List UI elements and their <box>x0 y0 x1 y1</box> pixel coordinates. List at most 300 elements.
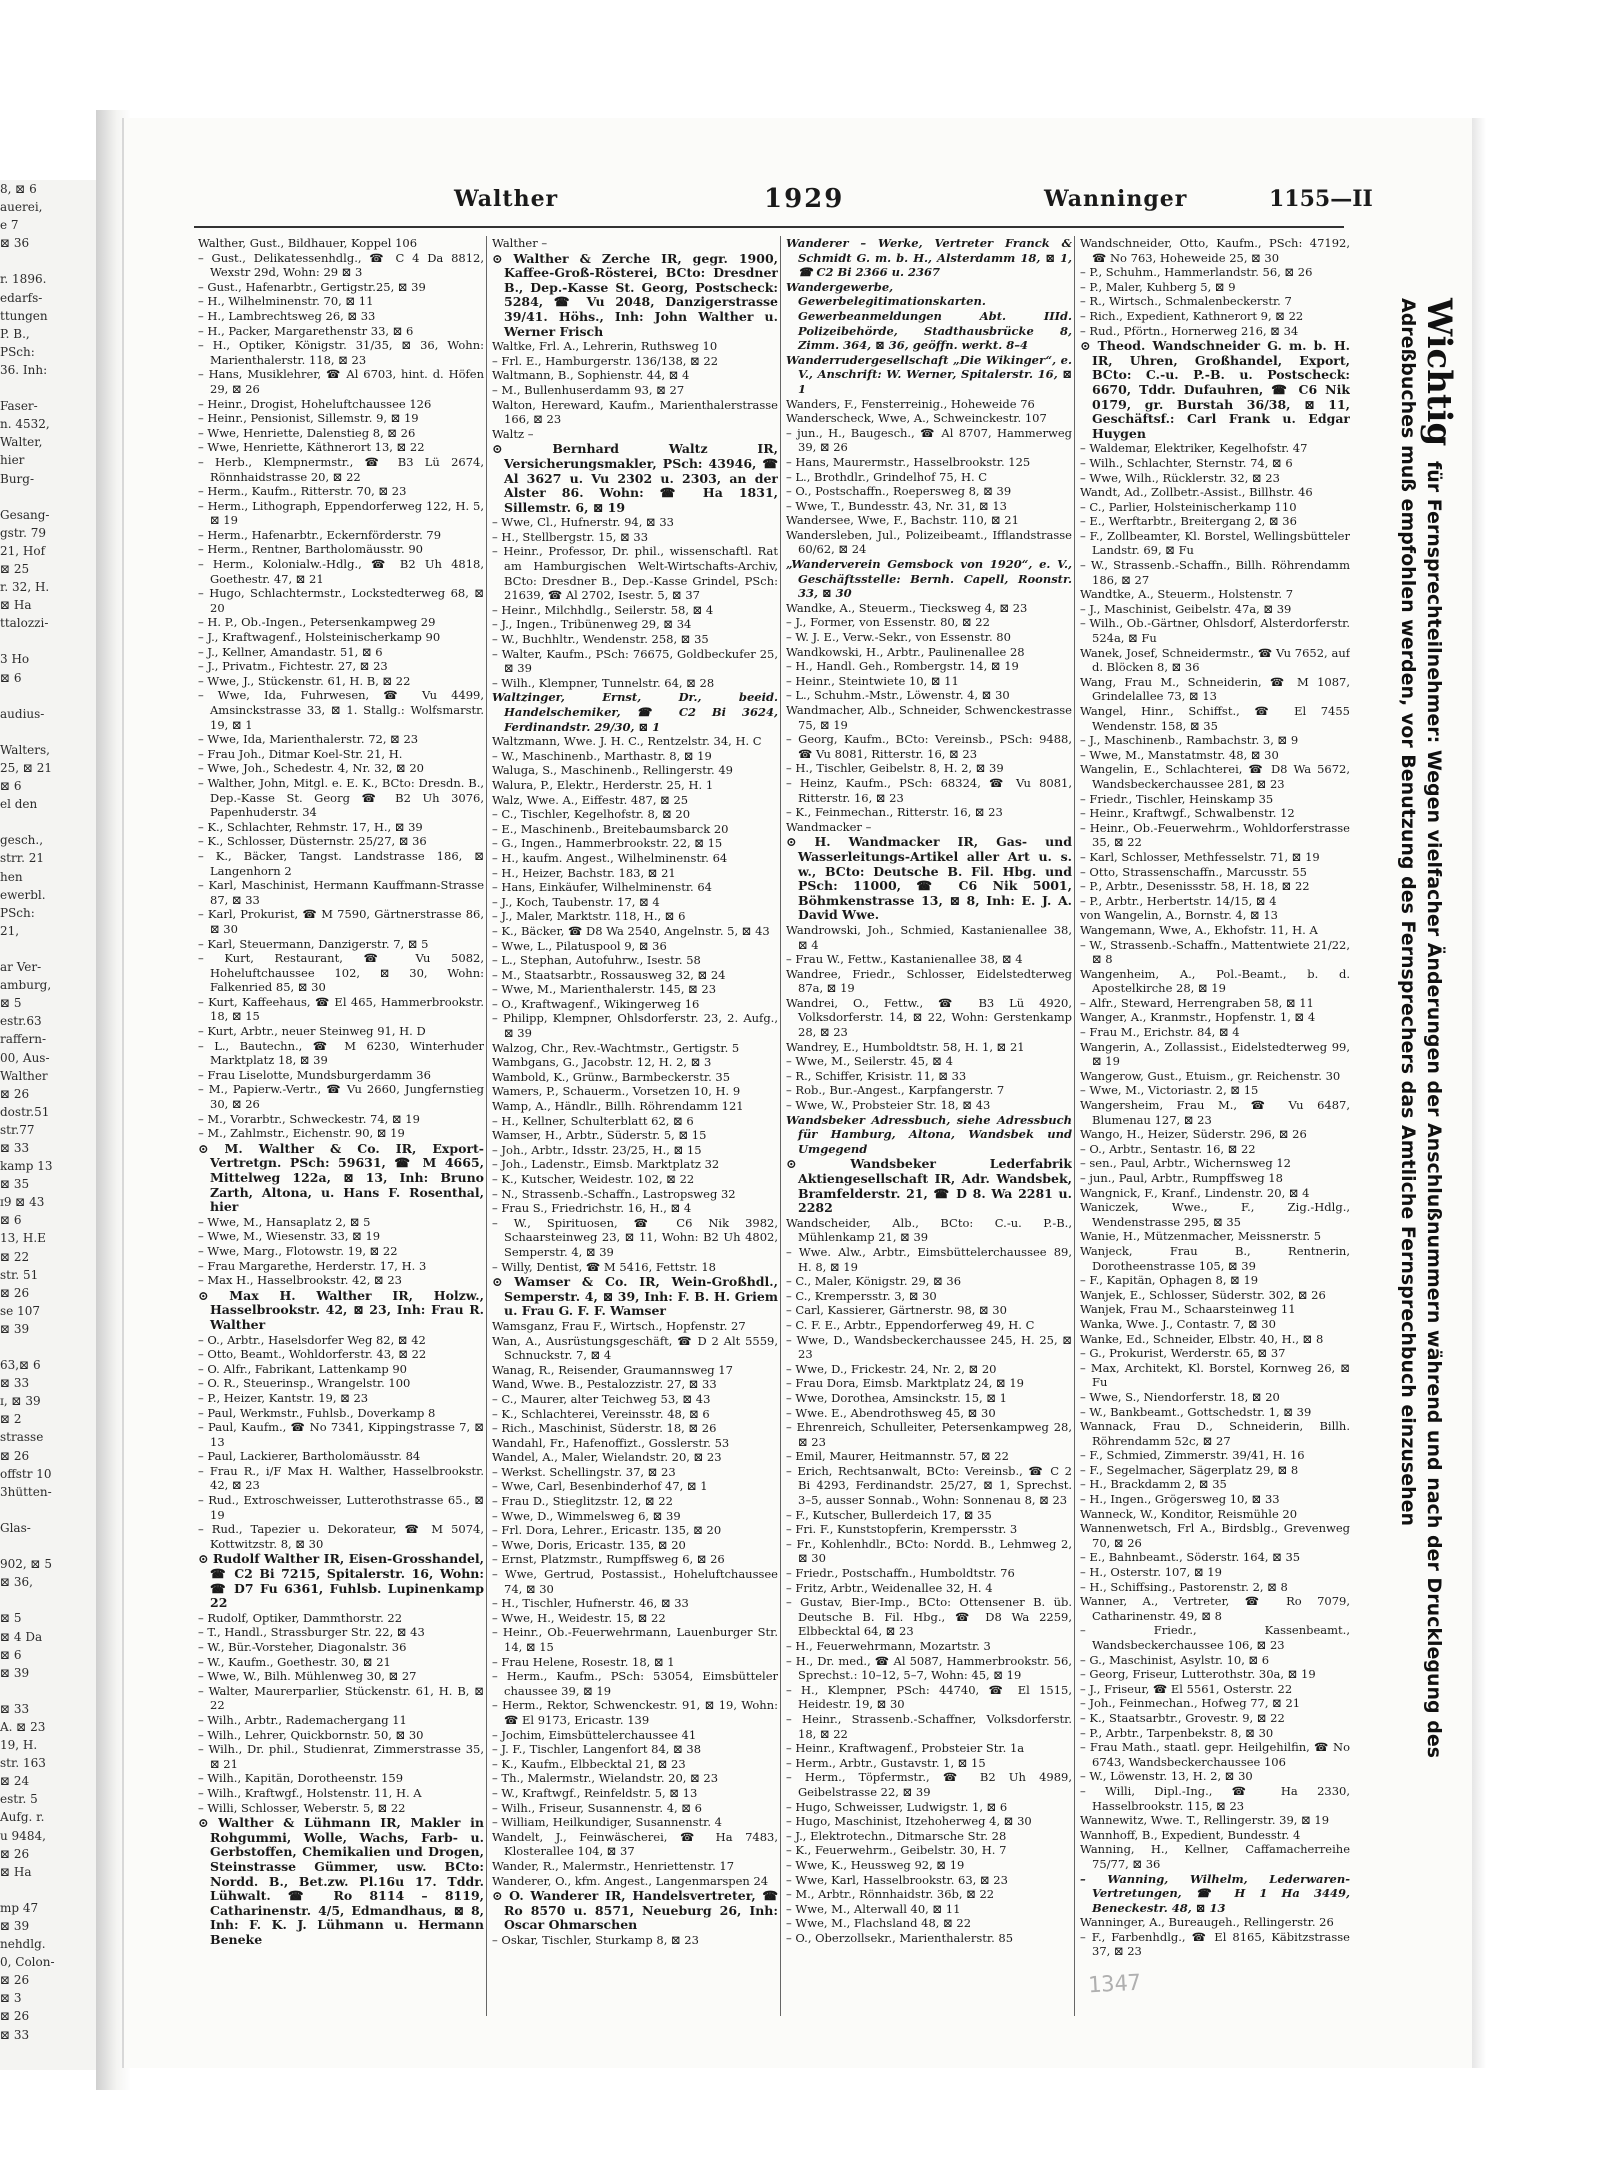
directory-entry: Wamser, H., Arbtr., Süderstr. 5, ⊠ 15 <box>492 1128 707 1143</box>
directory-entry: – Heinr., Kraftwgf., Schwalbenstr. 12 <box>1080 806 1295 821</box>
directory-entry: – L., Bautechn., ☎ M 6230, Winterhuder Marktplatz 18, ⊠ 39 <box>198 1038 484 1068</box>
directory-entry: – H., Packer, Margarethenstr 33, ⊠ 6 <box>198 323 414 338</box>
directory-entry: – Wwe, M., Marienthalerstr. 145, ⊠ 23 <box>492 982 717 997</box>
directory-entry: – Heinr., Steintwiete 10, ⊠ 11 <box>786 673 959 688</box>
directory-entry: – Heinr., Pensionist, Sillemstr. 9, ⊠ 19 <box>198 411 419 426</box>
column-3 <box>786 236 1072 1945</box>
directory-entry: Wanderer – Werke, Vertreter Franck & Schmidt G. m. b. H., Alsterdamm 18, ⊠ 1, ☎ C2 Bi 2366 u. 2367 <box>786 236 1072 280</box>
directory-entry: Wangemann, Wwe, A., Ekhofstr. 11, H. A <box>1080 922 1318 937</box>
directory-entry: – Heinr., Professor, Dr. phil., wissenschaftl. Rat am Hamburgischen Welt-Wirtschafts-Archiv, BCto: Dresdner B., Dep.-Kasse Grindel, PSch: 21639, ☎ Al 2702, Isestr. 5, ⊠ 37 <box>492 544 778 603</box>
adjacent-page-line: ɪ, ⊠ 39 <box>0 1394 41 1409</box>
directory-entry: – F., Kutscher, Bullerdeich 17, ⊠ 35 <box>786 1507 992 1522</box>
adjacent-page-line: 13, H.E <box>0 1231 46 1246</box>
adjacent-page-line <box>0 379 98 397</box>
adjacent-page-line <box>0 1338 98 1356</box>
directory-entry: Wandmacher, Alb., Schneider, Schwenckestrasse 75, ⊠ 19 <box>786 703 1072 732</box>
directory-entry: – Friedr., Kassenbeamt., Wandsbeckerchaussee 106, ⊠ 23 <box>1080 1623 1350 1652</box>
adjacent-page-line: ar Ver- <box>0 960 42 975</box>
adjacent-page-line: ⊠ 26 <box>0 1086 30 1101</box>
directory-entry: – Hugo, Schweisser, Ludwigstr. 1, ⊠ 6 <box>786 1799 1008 1814</box>
adjacent-page-line: ⊠ 3 <box>0 1991 22 2006</box>
directory-entry: – L., Schuhm.-Mstr., Löwenstr. 4, ⊠ 30 <box>786 688 1010 703</box>
column-divider <box>780 236 781 2016</box>
directory-entry: – W., Maschinenb., Marthastr. 8, ⊠ 19 <box>492 748 712 763</box>
adjacent-page-line: Burg- <box>0 471 35 486</box>
directory-entry: Wangenheim, A., Pol.-Beamt., b. d. Apostelkirche 28, ⊠ 19 <box>1080 966 1350 996</box>
firm-entry: ⊙ O. Wanderer IR, Handelsvertreter, ☎ Ro 8570 u. 8571, Neueburg 26, Inh: Oscar Ohmarschen <box>492 1888 778 1933</box>
directory-entry: – Wwe, W., Probsteier Str. 18, ⊠ 43 <box>786 1098 991 1113</box>
directory-entry: Wandsbeker Adressbuch, siehe Adressbuch für Hamburg, Altona, Wandsbek und Umgegend <box>786 1112 1072 1156</box>
directory-entry: Wambold, K., Grünw., Barmbeckerstr. 35 <box>492 1069 731 1084</box>
adjacent-page-line: 3 Ho <box>0 652 30 667</box>
directory-entry: Wannewitz, Wwe. T., Rellingerstr. 39, ⊠ 19 <box>1080 1813 1330 1828</box>
adjacent-page-line: Walther <box>0 1068 48 1083</box>
adjacent-page-line <box>0 252 98 270</box>
adjacent-page-line: str. 163 <box>0 1756 46 1771</box>
directory-entry: – M., Staatsarbtr., Rossausweg 32, ⊠ 24 <box>492 967 726 982</box>
adjacent-page-line: ⊠ Ha <box>0 598 32 613</box>
running-head-last-name: Wanninger <box>1044 186 1188 212</box>
directory-entry: – Willi, Schlosser, Weberstr. 5, ⊠ 22 <box>198 1800 406 1815</box>
directory-entry: Waniczek, Wwe., F., Zig.-Hdlg., Wendenstrasse 295, ⊠ 35 <box>1080 1200 1350 1229</box>
directory-entry: – J., Maschinenb., Rambachstr. 3, ⊠ 9 <box>1080 733 1299 748</box>
directory-entry: – Wwe, L., Pilatuspool 9, ⊠ 36 <box>492 938 667 953</box>
directory-entry: Wang, Frau M., Schneiderin, ☎ M 1087, Grindelallee 73, ⊠ 13 <box>1080 674 1350 704</box>
adjacent-page-line: ttungen <box>0 308 48 323</box>
directory-entry: – Heinr., Strassenb.-Schaffner, Volksdorferstr. 18, ⊠ 22 <box>786 1711 1072 1741</box>
directory-entry: Walzog, Chr., Rev.-Wachtmstr., Gertigstr. 5 <box>492 1040 740 1055</box>
directory-entry: – Philipp, Klempner, Ohlsdorferstr. 23, 2. Aufg., ⊠ 39 <box>492 1011 778 1041</box>
directory-entry: – E., Bahnbeamt., Söderstr. 164, ⊠ 35 <box>1080 1550 1301 1565</box>
directory-entry: – K., Staatsarbtr., Grovestr. 9, ⊠ 22 <box>1080 1710 1285 1725</box>
directory-entry: Wan, A., Ausrüstungsgeschäft, ☎ D 2 Alt 5559, Schnuckstr. 7, ⊠ 4 <box>492 1333 778 1363</box>
directory-entry: – Walter, Maurerparlier, Stückenstr. 61, H. B, ⊠ 22 <box>198 1683 484 1713</box>
adjacent-page-line: estr. 5 <box>0 1792 38 1807</box>
adjacent-page-line: 902, ⊠ 5 <box>0 1557 53 1572</box>
adjacent-page-line: auerei, <box>0 200 43 215</box>
adjacent-page-line: Glas- <box>0 1520 31 1535</box>
directory-entry: – O., Oberzollsekr., Marienthalerstr. 85 <box>786 1930 1014 1945</box>
adjacent-page-line: strr. 21 <box>0 851 45 866</box>
directory-entry: – Heinr., Ob.-Feuerwehrmann, Lauenburger Str. 14, ⊠ 15 <box>492 1625 778 1654</box>
adjacent-page-line: ⊠ 36 <box>0 236 30 251</box>
directory-entry: Walton, Hereward, Kaufm., Marienthalerstrasse 166, ⊠ 23 <box>492 397 778 427</box>
directory-entry: – O., Kraftwagenf., Wikingerweg 16 <box>492 996 700 1011</box>
directory-entry: – C., Parlier, Holsteinischerkamp 110 <box>1080 499 1297 514</box>
directory-entry: – Karl, Steuermann, Danzigerstr. 7, ⊠ 5 <box>198 936 429 951</box>
directory-entry: – Willi, Dipl.-Ing., ☎ Ha 2330, Hasselbrookstr. 115, ⊠ 23 <box>1080 1783 1350 1813</box>
directory-entry: Wanjeck, Frau B., Rentnerin, Dorotheenstrasse 105, ⊠ 39 <box>1080 1243 1350 1273</box>
directory-entry: – H., Handl. Geh., Rombergstr. 14, ⊠ 19 <box>786 659 1019 674</box>
directory-entry: – M., Papierw.-Vertr., ☎ Vu 2660, Jungfernstieg 30, ⊠ 26 <box>198 1082 484 1112</box>
firm-entry: ⊙ Walther & Lühmann IR, Makler in Rohgummi, Wolle, Wachs, Farb- u. Gerbstoffen, Chemikalien und Drogen, Steinstrasse Gümmer, usw. BCto: Nordd. B., Bet.zw. Pl.16u 17. Tddr. Lühwalt. ☎ Ro 8114 – 8119, Catharinenstr. 4/5, Edmandhaus, ⊠ 8, Inh: F. K. J. Lühmann u. Hermann Beneke <box>198 1815 484 1947</box>
directory-entry: Wandke, A., Steuerm., Tiecksweg 4, ⊠ 23 <box>786 600 1028 615</box>
directory-entry: – P., Maler, Kuhberg 5, ⊠ 9 <box>1080 279 1236 294</box>
adjacent-page-line <box>0 940 98 958</box>
directory-entry: – Gust., Hafenarbtr., Gertigstr.25, ⊠ 39 <box>198 279 426 294</box>
adjacent-page-line: hier <box>0 453 25 468</box>
adjacent-page-line: ⊠ 33 <box>0 1140 30 1155</box>
directory-entry: – Otto, Strassenschaffn., Marcusstr. 55 <box>1080 864 1307 879</box>
directory-entry: – Werkst. Schellingstr. 37, ⊠ 23 <box>492 1464 676 1479</box>
adjacent-page-line: ⊠ 5 <box>0 996 22 1011</box>
adjacent-page-line: ⊠ 39 <box>0 1321 30 1336</box>
directory-entry: – J., Kraftwagenf., Holsteinischerkamp 90 <box>198 630 441 645</box>
directory-entry: – Frl. Dora, Lehrer., Ericastr. 135, ⊠ 20 <box>492 1523 722 1538</box>
directory-entry: – Wwe, M., Victoriastr. 2, ⊠ 15 <box>1080 1083 1259 1098</box>
directory-entry: – F., Kapitän, Ophagen 8, ⊠ 19 <box>1080 1273 1259 1288</box>
directory-entry: – Wwe, Ida, Marienthalerstr. 72, ⊠ 23 <box>198 732 419 747</box>
directory-entry: – Frau R., i/F Max H. Walther, Hasselbrookstr. 42, ⊠ 23 <box>198 1463 484 1493</box>
directory-entry: – C., Krempersstr. 3, ⊠ 30 <box>786 1288 937 1303</box>
page-edge <box>1472 118 1486 2068</box>
directory-entry: – Rich., Maschinist, Süderstr. 18, ⊠ 26 <box>492 1421 717 1436</box>
directory-entry: – Wwe, M., Wiesenstr. 33, ⊠ 19 <box>198 1229 381 1244</box>
adjacent-page-line: el den <box>0 797 38 812</box>
adjacent-page-line <box>0 687 98 705</box>
directory-entry: – W., Kraftwgf., Reinfeldstr. 5, ⊠ 13 <box>492 1785 698 1800</box>
directory-entry: – P., Arbtr., Herbertstr. 14/15, ⊠ 4 <box>1080 893 1277 908</box>
directory-entry: – H., Stellbergstr. 15, ⊠ 33 <box>492 529 649 544</box>
directory-entry: – R., Schiffer, Krisistr. 11, ⊠ 33 <box>786 1068 967 1083</box>
adjacent-page-line: n. 4532, <box>0 417 50 432</box>
page-header <box>124 186 1460 226</box>
directory-entry: – H., Feuerwehrmann, Mozartstr. 3 <box>786 1639 991 1653</box>
adjacent-page-line: ɪ9 ⊠ 43 <box>0 1195 45 1210</box>
directory-entry: – Waldemar, Elektriker, Kegelhofstr. 47 <box>1080 441 1308 456</box>
adjacent-page-line: ⊠ 33 <box>0 2027 30 2042</box>
directory-entry: – Wwe, W., Bilh. Mühlenweg 30, ⊠ 27 <box>198 1669 417 1684</box>
directory-entry: – Wwe, Gertrud, Postassist., Hoheluftchaussee 74, ⊠ 30 <box>492 1567 778 1596</box>
adjacent-page-line: 63,⊠ 6 <box>0 1358 41 1373</box>
directory-entry: – Willy, Dentist, ☎ M 5416, Fettstr. 18 <box>492 1259 716 1274</box>
directory-entry: – Wwe, D., Wandsbeckerchaussee 245, H. 25, ⊠ 23 <box>786 1332 1072 1362</box>
directory-entry: – Karl, Schlosser, Methfesselstr. 71, ⊠ 19 <box>1080 849 1320 864</box>
adjacent-page-line: gstr. 79 <box>0 525 46 540</box>
directory-entry: – L., Stephan, Autofuhrw., Isestr. 58 <box>492 953 701 968</box>
directory-entry: – M., Zahlmstr., Eichenstr. 90, ⊠ 19 <box>198 1126 405 1141</box>
directory-entry: – C., Maler, Königstr. 29, ⊠ 36 <box>786 1274 962 1289</box>
directory-entry: – Wwe, Carl, Besenbinderhof 47, ⊠ 1 <box>492 1479 708 1494</box>
directory-entry: – Wwe, T., Bundesstr. 43, Nr. 31, ⊠ 13 <box>786 498 1007 513</box>
directory-entry: – Joh., Arbtr., Idsstr. 23/25, H., ⊠ 15 <box>492 1142 702 1157</box>
directory-entry: – W., Spirituosen, ☎ C6 Nik 3982, Schaarsteinweg 23, ⊠ 11, Wohn: B2 Uh 4802, Semperstr. 4, ⊠ 39 <box>492 1215 778 1259</box>
directory-entry: Wamers, P., Schauerm., Vorsetzen 10, H. 9 <box>492 1084 741 1099</box>
firm-entry: ⊙ M. Walther & Co. IR, Export-Vertretgn. PSch: 59631, ☎ M 4665, Mittelweg 122a, ⊠ 13, Inh: Bruno Zarth, Altona, u. Hans F. Rosenthal, hier <box>198 1140 484 1215</box>
directory-entry: – Rud., Extroschweisser, Lutterothstrasse 65., ⊠ 19 <box>198 1493 484 1522</box>
directory-entry: – Ernst, Platzmstr., Rumpffsweg 6, ⊠ 26 <box>492 1552 725 1567</box>
firm-entry: ⊙ H. Wandmacker IR, Gas- und Wasserleitungs-Artikel aller Art u. s. w., BCto: Deutsche B. Fil. Hbg. und PSch: 11000, ☎ C6 Nik 5001, Böhmkenstrasse 13, ⊠ 8, Inh: E. J. A. David Wwe. <box>786 834 1072 923</box>
directory-entry: – K., Feuerwehrm., Geibelstr. 30, H. 7 <box>786 1843 1007 1858</box>
adjacent-page-line: ⊠ 39 <box>0 1919 30 1933</box>
directory-entry: – Carl, Kassierer, Gärtnerstr. 98, ⊠ 30 <box>786 1303 1007 1318</box>
directory-entry: – Rud., Pförtn., Hornerweg 216, ⊠ 34 <box>1080 323 1299 338</box>
directory-entry: – T., Handl., Strassburger Str. 22, ⊠ 43 <box>198 1625 425 1640</box>
directory-entry: Wamp, A., Händlr., Billh. Röhrendamm 121 <box>492 1099 744 1114</box>
directory-entry: – H., Tischler, Hufnerstr. 46, ⊠ 33 <box>492 1596 689 1611</box>
directory-entry: – G., Ingen., Hammerbrookstr. 22, ⊠ 15 <box>492 836 723 851</box>
directory-entry: Wanderscheck, Wwe, A., Schweinckestr. 107 <box>786 411 1047 426</box>
directory-entry: Walura, P., Elektr., Herderstr. 25, H. 1 <box>492 777 714 792</box>
directory-entry: – P., Arbtr., Tarpenbekstr. 8, ⊠ 30 <box>1080 1725 1274 1740</box>
directory-entry: – Fritz, Arbtr., Weidenallee 32, H. 4 <box>786 1580 993 1595</box>
firm-entry: ⊙ Wamser & Co. IR, Wein-Großhdl., Semperstr. 4, ⊠ 39, Inh: F. B. H. Griem u. Frau G. F. F. Wamser <box>492 1274 778 1319</box>
adjacent-page-line: se 107 <box>0 1303 40 1318</box>
adjacent-page-line: strasse <box>0 1430 44 1445</box>
directory-entry: – Frau Margarethe, Herderstr. 17, H. 3 <box>198 1258 427 1273</box>
directory-entry: – Wwe, H., Weidestr. 15, ⊠ 22 <box>492 1610 666 1625</box>
directory-entry: – Wwe, Marg., Flotowstr. 19, ⊠ 22 <box>198 1243 398 1258</box>
adjacent-page-line: ⊠ 26 <box>0 2009 30 2024</box>
directory-entry: – Wwe, D., Wimmelsweg 6, ⊠ 39 <box>492 1508 681 1523</box>
directory-entry: – R., Wirtsch., Schmalenbeckerstr. 7 <box>1080 294 1292 309</box>
directory-entry: – C. F. E., Arbtr., Eppendorferweg 49, H. C <box>786 1317 1035 1332</box>
directory-entry: – K., Schlachter, Rehmstr. 17, H., ⊠ 39 <box>198 819 423 834</box>
directory-entry: – Wwe, Joh., Schedestr. 4, Nr. 32, ⊠ 20 <box>198 761 424 776</box>
directory-entry: – W., Buchhltr., Wendenstr. 258, ⊠ 35 <box>492 632 709 647</box>
directory-entry: – Wwe, Wilh., Rücklerstr. 32, ⊠ 23 <box>1080 470 1280 485</box>
directory-entry: Wandersee, Wwe, F., Bachstr. 110, ⊠ 21 <box>786 513 1019 528</box>
directory-entry: Wangerow, Gust., Etuism., gr. Reichenstr. 30 <box>1080 1068 1341 1083</box>
adjacent-page-line: 0, Colon- <box>0 1955 55 1970</box>
directory-entry: – Walther, John, Mitgl. e. E. K., BCto: Dresdn. B., Dep.-Kasse St. Georg ☎ B2 Uh 3076, Papenhuderstr. 34 <box>198 775 484 820</box>
directory-entry: Wambgans, G., Jacobstr. 12, H. 2, ⊠ 3 <box>492 1055 712 1070</box>
directory-entry: – Otto, Beamt., Wohldorferstr. 43, ⊠ 22 <box>198 1347 427 1362</box>
directory-entry: – O. R., Steuerinsp., Wrangelstr. 100 <box>198 1376 411 1391</box>
firm-entry: ⊙ Walther & Zerche IR, gegr. 1900, Kaffee-Groß-Rösterei, BCto: Dresdner B., Dep.-Kasse St. Georg, Postscheck: 5284, ☎ Vu 2048, Danzigerstrasse 39/41. Höhs., Inh: John Walther u. Werner Frisch <box>492 250 778 339</box>
directory-entry: – F., Schmied, Zimmerstr. 39/41, H. 16 <box>1080 1448 1305 1463</box>
directory-entry: Wanjek, E., Schlosser, Süderstr. 302, ⊠ 26 <box>1080 1287 1326 1302</box>
directory-entry: – Oskar, Tischler, Sturkamp 8, ⊠ 23 <box>492 1932 699 1947</box>
directory-entry: – O., Arbtr., Sentastr. 16, ⊠ 22 <box>1080 1141 1256 1156</box>
adjacent-page-line: ⊠ 26 <box>0 1448 30 1463</box>
directory-entry: – W., Kaufm., Goethestr. 30, ⊠ 21 <box>198 1654 391 1669</box>
directory-entry: – Herm., Kolonialw.-Hdlg., ☎ B2 Uh 4818, Goethestr. 47, ⊠ 21 <box>198 557 484 586</box>
directory-entry: – Heinr., Kraftwagenf., Probsteier Str. 1a <box>786 1741 1025 1756</box>
directory-entry: – Alfr., Steward, Herrengraben 58, ⊠ 11 <box>1080 995 1314 1010</box>
directory-entry: Wanninger, A., Bureaugeh., Rellingerstr. 26 <box>1080 1915 1334 1930</box>
directory-entry: – M., Vorarbtr., Schweckestr. 74, ⊠ 19 <box>198 1111 420 1126</box>
adjacent-page-line <box>0 1682 98 1700</box>
directory-entry: – H., Optiker, Königstr. 31/35, ⊠ 36, Wohn: Marienthalerstr. 118, ⊠ 23 <box>198 338 484 367</box>
adjacent-page-line: amburg, <box>0 978 52 993</box>
adjacent-page-line: r. 32, H. <box>0 580 50 595</box>
adjacent-page-line: 00, Aus- <box>0 1050 50 1065</box>
directory-entry: – O., Postschaffn., Roepersweg 8, ⊠ 39 <box>786 484 1012 499</box>
adjacent-page-line: ⊠ 24 <box>0 1774 30 1789</box>
directory-entry: Wandtke, A., Steuerm., Holstenstr. 7 <box>1080 587 1294 602</box>
directory-entry: Wangersheim, Frau M., ☎ Vu 6487, Blumenau 127, ⊠ 23 <box>1080 1098 1350 1127</box>
directory-entry: Wand, Wwe. B., Pestalozzistr. 27, ⊠ 33 <box>492 1377 717 1392</box>
directory-entry: – J., Maschinist, Geibelstr. 47a, ⊠ 39 <box>1080 601 1292 616</box>
directory-entry: – Wwe, K., Heussweg 92, ⊠ 19 <box>786 1857 965 1872</box>
adjacent-page-line: e 7 <box>0 218 19 233</box>
directory-entry: Wandree, Friedr., Schlosser, Eidelstedterweg 87a, ⊠ 19 <box>786 966 1072 996</box>
directory-entry: – K., Kaufm., Elbbecktal 21, ⊠ 23 <box>492 1756 686 1771</box>
adjacent-page-line: P. B., <box>0 326 30 341</box>
adjacent-page-line: ⊠ 4 Da <box>0 1629 43 1644</box>
adjacent-page-line <box>0 632 98 650</box>
directory-entry: – Wilh., Klempner, Tunnelstr. 64, ⊠ 28 <box>492 675 715 690</box>
column-divider <box>1074 236 1075 2016</box>
directory-entry: Wanger, A., Kranmstr., Hopfenstr. 1, ⊠ 4 <box>1080 1010 1316 1025</box>
directory-entry: – Wwe, M., Alterwall 40, ⊠ 11 <box>786 1901 961 1916</box>
adjacent-page-line: ⊠ 35 <box>0 1177 30 1192</box>
adjacent-page-line: Gesang- <box>0 507 50 522</box>
directory-entry: Wanner, A., Vertreter, ☎ Ro 7079, Catharinenstr. 49, ⊠ 8 <box>1080 1594 1350 1623</box>
directory-entry: Wanka, Wwe. J., Contastr. 7, ⊠ 30 <box>1080 1316 1276 1331</box>
directory-entry: Wannack, Frau D., Schneiderin, Billh. Röhrendamm 52c, ⊠ 27 <box>1080 1419 1350 1448</box>
directory-entry: – F., Farbenhdlg., ☎ El 8165, Käbitzstrasse 37, ⊠ 23 <box>1080 1929 1350 1959</box>
directory-entry: – K., Bäcker, ☎ D8 Wa 2540, Angelnstr. 5, ⊠ 43 <box>492 923 770 938</box>
directory-entry: – Hans, Einkäufer, Wilhelminenstr. 64 <box>492 880 712 895</box>
directory-entry: – Max, Architekt, Kl. Borstel, Kornweg 26, ⊠ Fu <box>1080 1360 1350 1390</box>
directory-entry: – Wwe, D., Frickestr. 24, Nr. 2, ⊠ 20 <box>786 1361 997 1376</box>
adjacent-page-line: 3hütten- <box>0 1484 52 1499</box>
directory-entry: – Kurt, Arbtr., neuer Steinweg 91, H. D <box>198 1024 426 1039</box>
adjacent-page-line: ⊠ 36, <box>0 1575 33 1590</box>
directory-entry: – J., Koch, Taubenstr. 17, ⊠ 4 <box>492 894 660 909</box>
directory-entry: – J., Friseur, ☎ El 5561, Osterstr. 22 <box>1080 1681 1293 1696</box>
directory-entry: – Wwe, Cl., Hufnerstr. 94, ⊠ 33 <box>492 515 674 530</box>
directory-entry: – H., Lambrechtsweg 26, ⊠ 33 <box>198 308 376 323</box>
directory-entry: – H., Klempner, PSch: 44740, ☎ El 1515, Heidestr. 19, ⊠ 30 <box>786 1682 1072 1712</box>
directory-entry: – Wwe, Karl, Hasselbrookstr. 63, ⊠ 23 <box>786 1872 1008 1887</box>
directory-entry: – K., Bäcker, Tangst. Landstrasse 186, ⊠ Langenhorn 2 <box>198 848 484 878</box>
directory-entry: Wangelin, E., Schlachterei, ☎ D8 Wa 5672, Wandsbeckerchaussee 281, ⊠ 23 <box>1080 762 1350 791</box>
directory-entry: – E., Werftarbtr., Breitergang 2, ⊠ 36 <box>1080 514 1297 529</box>
directory-entry: – Frau Math., staatl. gepr. Heilgehilfin, ☎ No 6743, Wandsbeckerchaussee 106 <box>1080 1740 1350 1769</box>
directory-entry: – Frau W., Fettw., Kastanienallee 38, ⊠ 4 <box>786 952 1023 967</box>
directory-entry: Wander, R., Malermstr., Henriettenstr. 17 <box>492 1858 735 1873</box>
directory-entry: – W., Strassenb.-Schaffn., Billh. Röhrendamm 186, ⊠ 27 <box>1080 558 1350 587</box>
directory-entry: – C., Tischler, Kegelhofstr. 8, ⊠ 20 <box>492 807 691 822</box>
directory-entry: Walther, Gust., Bildhauer, Koppel 106 <box>198 236 418 250</box>
directory-entry: – Joh., Ladenstr., Eimsb. Marktplatz 32 <box>492 1157 720 1172</box>
directory-entry: – C., Maurer, alter Teichweg 53, ⊠ 43 <box>492 1391 711 1406</box>
directory-entry: Wanderer, O., kfm. Angest., Langenmarspen 24 <box>492 1873 769 1888</box>
column-4 <box>1080 236 1350 1959</box>
directory-entry: Waluga, S., Maschinenb., Rellingerstr. 49 <box>492 763 734 778</box>
directory-entry: Wanke, Ed., Schneider, Elbstr. 40, H., ⊠ 8 <box>1080 1331 1324 1346</box>
adjacent-page-line: nehdlg. <box>0 1937 46 1952</box>
adjacent-page-line <box>0 1881 98 1899</box>
directory-entry: – Georg, Kaufm., BCto: Vereinsb., PSch: 9488, ☎ Vu 8081, Ritterstr. 16, ⊠ 23 <box>786 732 1072 761</box>
directory-entry: – Wwe. E., Abendrothsweg 45, ⊠ 30 <box>786 1405 996 1420</box>
telephone-notice-text <box>1352 298 1459 1798</box>
adjacent-page-line: kamp 13 <box>0 1159 53 1174</box>
directory-entry: – Hans, Maurermstr., Hasselbrookstr. 125 <box>786 454 1031 469</box>
directory-entry: – Georg, Friseur, Lutterothstr. 30a, ⊠ 19 <box>1080 1667 1316 1682</box>
directory-entry: – Wilh., Arbtr., Rademachergang 11 <box>198 1712 407 1727</box>
directory-entry: Wandergewerbe, Gewerbelegitimationskarten. Gewerbeanmeldungen Abt. IIId. Polizeibehörde, Stadthausbrücke 8, Zimm. 364, ⊠ 36, geöffn. werkt. 8–4 <box>786 279 1072 353</box>
firm-entry: ⊙ Theod. Wandschneider G. m. b. H. IR, Uhren, Großhandel, Export, BCto: C.-u. P.-B. u. Postscheck: 6670, Tddr. Dufauhren, ☎ C6 Nik 0179, gr. Burstah 36/38, ⊠ 11, Geschäftsf.: Carl Frank u. Edgar Huygen <box>1080 338 1350 441</box>
directory-entry: – M., Bullenhuserdamm 93, ⊠ 27 <box>492 382 685 397</box>
adjacent-page-line: u 9484, <box>0 1828 46 1843</box>
directory-entry: – Wilh., Kapitän, Dorotheenstr. 159 <box>198 1771 404 1786</box>
directory-entry: – P., Arbtr., Desenissstr. 58, H. 18, ⊠ 22 <box>1080 879 1310 894</box>
directory-entry: – William, Heilkundiger, Susannenstr. 4 <box>492 1815 722 1830</box>
adjacent-page-line: offstr 10 <box>0 1466 52 1481</box>
adjacent-page-line: 19, H. <box>0 1738 38 1753</box>
directory-entry: Wanie, H., Mützenmacher, Meissnerstr. 5 <box>1080 1229 1322 1244</box>
directory-entry: – Herm., Rentner, Bartholomäusstr. 90 <box>198 542 423 557</box>
column-2 <box>492 236 778 1947</box>
directory-entry: – Rudolf, Optiker, Dammthorstr. 22 <box>198 1610 403 1625</box>
directory-entry: – Fri. F., Kunststopferin, Krempersstr. 3 <box>786 1522 1018 1537</box>
directory-entry: – Paul, Kaufm., ☎ No 7341, Kippingstrasse 7, ⊠ 13 <box>198 1420 484 1449</box>
directory-entry: Waltzmann, Wwe. J. H. C., Rentzelstr. 34, H. C <box>492 734 762 749</box>
directory-entry: – F., Segelmacher, Sägerplatz 29, ⊠ 8 <box>1080 1462 1299 1477</box>
adjacent-page-line: PSch: <box>0 344 35 359</box>
adjacent-page-line: Faser- <box>0 399 38 414</box>
directory-entry: – Joh., Feinmechan., Hofweg 77, ⊠ 21 <box>1080 1696 1301 1711</box>
directory-entry: – H., Schiffsing., Pastorenstr. 2, ⊠ 8 <box>1080 1579 1288 1594</box>
directory-entry: Walz, Wwe. A., Eiffestr. 487, ⊠ 25 <box>492 792 689 807</box>
directory-entry: – Heinr., Drogist, Hoheluftchaussee 126 <box>198 396 432 411</box>
adjacent-page-line: ⊠ 25 <box>0 561 30 576</box>
adjacent-page-line: audius- <box>0 706 45 721</box>
directory-entry: – H., kaufm. Angest., Wilhelminenstr. 64 <box>492 850 728 865</box>
directory-entry: Wangel, Hinr., Schiffst., ☎ El 7455 Wendenstr. 158, ⊠ 35 <box>1080 704 1350 733</box>
directory-entry: – Frau S., Friedrichstr. 16, H., ⊠ 4 <box>492 1201 692 1216</box>
directory-entry: – F., Zollbeamter, Kl. Borstel, Wellingsbütteler Landstr. 69, ⊠ Fu <box>1080 528 1350 558</box>
directory-entry: – Wwe, Dorothea, Amsinckstr. 15, ⊠ 1 <box>786 1390 1007 1405</box>
directory-entry: – Herm., Lithograph, Eppendorferweg 122, H. 5, ⊠ 19 <box>198 498 484 528</box>
page-stamp: 1347 <box>1087 1970 1142 1999</box>
running-head-first-name: Walther <box>454 186 559 212</box>
adjacent-page-line: ttalozzi- <box>0 616 49 631</box>
directory-entry: – K., Feinmechan., Ritterstr. 16, ⊠ 23 <box>786 805 1003 820</box>
directory-entry: – J. F., Tischler, Langenfort 84, ⊠ 38 <box>492 1742 702 1757</box>
directory-entry: Wangerin, A., Zollassist., Eidelstedterweg 99, ⊠ 19 <box>1080 1039 1350 1069</box>
directory-entry: – Hans, Musiklehrer, ☎ Al 6703, hint. d. Höfen 29, ⊠ 26 <box>198 367 484 396</box>
adjacent-page-line <box>0 488 98 506</box>
directory-entry: – H., Brackdamm 2, ⊠ 35 <box>1080 1477 1227 1492</box>
directory-entry: Wanneck, W., Konditor, Reismühle 20 <box>1080 1506 1298 1521</box>
directory-entry: Wanderrudergesellschaft „Die Wikinger“, e. V., Anschrift: W. Werner, Spitalerstr. 16, ⊠ 1 <box>786 352 1072 396</box>
directory-entry: – Wilh., Friseur, Susannenstr. 4, ⊠ 6 <box>492 1800 702 1815</box>
directory-entry: – Herm., Rektor, Schwenckestr. 91, ⊠ 19, Wohn: ☎ El 9173, Ericastr. 139 <box>492 1698 778 1727</box>
directory-entry: – Heinz, Kaufm., PSch: 68324, ☎ Vu 8081, Ritterstr. 16, ⊠ 23 <box>786 775 1072 805</box>
directory-entry: – Wwe, M., Seilerstr. 45, ⊠ 4 <box>786 1054 953 1069</box>
adjacent-page-line: 8, ⊠ 6 <box>0 182 37 196</box>
directory-entry: Waltzinger, Ernst, Dr., beeid. Handelschemiker, ☎ C2 Bi 3624, Ferdinandstr. 29/30, ⊠ 1 <box>492 690 778 734</box>
directory-entry: – Frau M., Erichstr. 84, ⊠ 4 <box>1080 1025 1240 1040</box>
firm-entry: ⊙ Bernhard Waltz IR, Versicherungsmakler, PSch: 43946, ☎ Al 3627 u. Vu 2302 u. 2303, an der Alster 86. Wohn: ☎ Ha 1831, Sillemstr. 6, ⊠ 19 <box>492 441 778 515</box>
adjacent-page-line: dostr.51 <box>0 1104 50 1119</box>
directory-entry: – Hugo, Schlachtermstr., Lockstedterweg 68, ⊠ 20 <box>198 586 484 615</box>
adjacent-page-line: Aufg. r. <box>0 1810 45 1825</box>
page-number: 1155—II <box>1269 186 1373 212</box>
adjacent-page-line: 21, <box>0 923 20 938</box>
directory-entry: – H., Heizer, Bachstr. 183, ⊠ 21 <box>492 865 676 880</box>
directory-entry: Wandrey, E., Humboldtstr. 58, H. 1, ⊠ 21 <box>786 1039 1025 1054</box>
directory-entry: – Walter, Kaufm., PSch: 76675, Goldbeckufer 25, ⊠ 39 <box>492 646 778 676</box>
directory-entry: – J., Maler, Marktstr. 118, H., ⊠ 6 <box>492 909 686 924</box>
directory-entry: – O. Alfr., Fabrikant, Lattenkamp 90 <box>198 1361 407 1376</box>
directory-entry: – Wwe, J., Stückenstr. 61, H. B, ⊠ 22 <box>198 673 411 688</box>
directory-entry: – Gustav, Bier-Imp., BCto: Ottensener B. üb. Deutsche B. Fil. Hbg., ☎ D8 Wa 2259, Elbbecktal 64, ⊠ 23 <box>786 1595 1072 1639</box>
directory-entry: Wandersleben, Jul., Polizeibeamt., Ifflandstrasse 60/62, ⊠ 24 <box>786 527 1072 557</box>
directory-entry: – Wwe. Alw., Arbtr., Eimsbüttelerchaussee 89, H. 8, ⊠ 19 <box>786 1244 1072 1274</box>
adjacent-page-line: ewerbl. <box>0 887 46 902</box>
adjacent-page-line: gesch., <box>0 833 44 848</box>
directory-entry: Wango, H., Heizer, Süderstr. 296, ⊠ 26 <box>1080 1127 1307 1142</box>
directory-entry: – K., Schlachterei, Vereinsstr. 48, ⊠ 6 <box>492 1406 710 1421</box>
directory-entry: – M., Arbtr., Rönnhaidstr. 36b, ⊠ 22 <box>786 1887 995 1902</box>
directory-entry: – Wwe, Henriette, Käthnerort 13, ⊠ 22 <box>198 440 425 455</box>
